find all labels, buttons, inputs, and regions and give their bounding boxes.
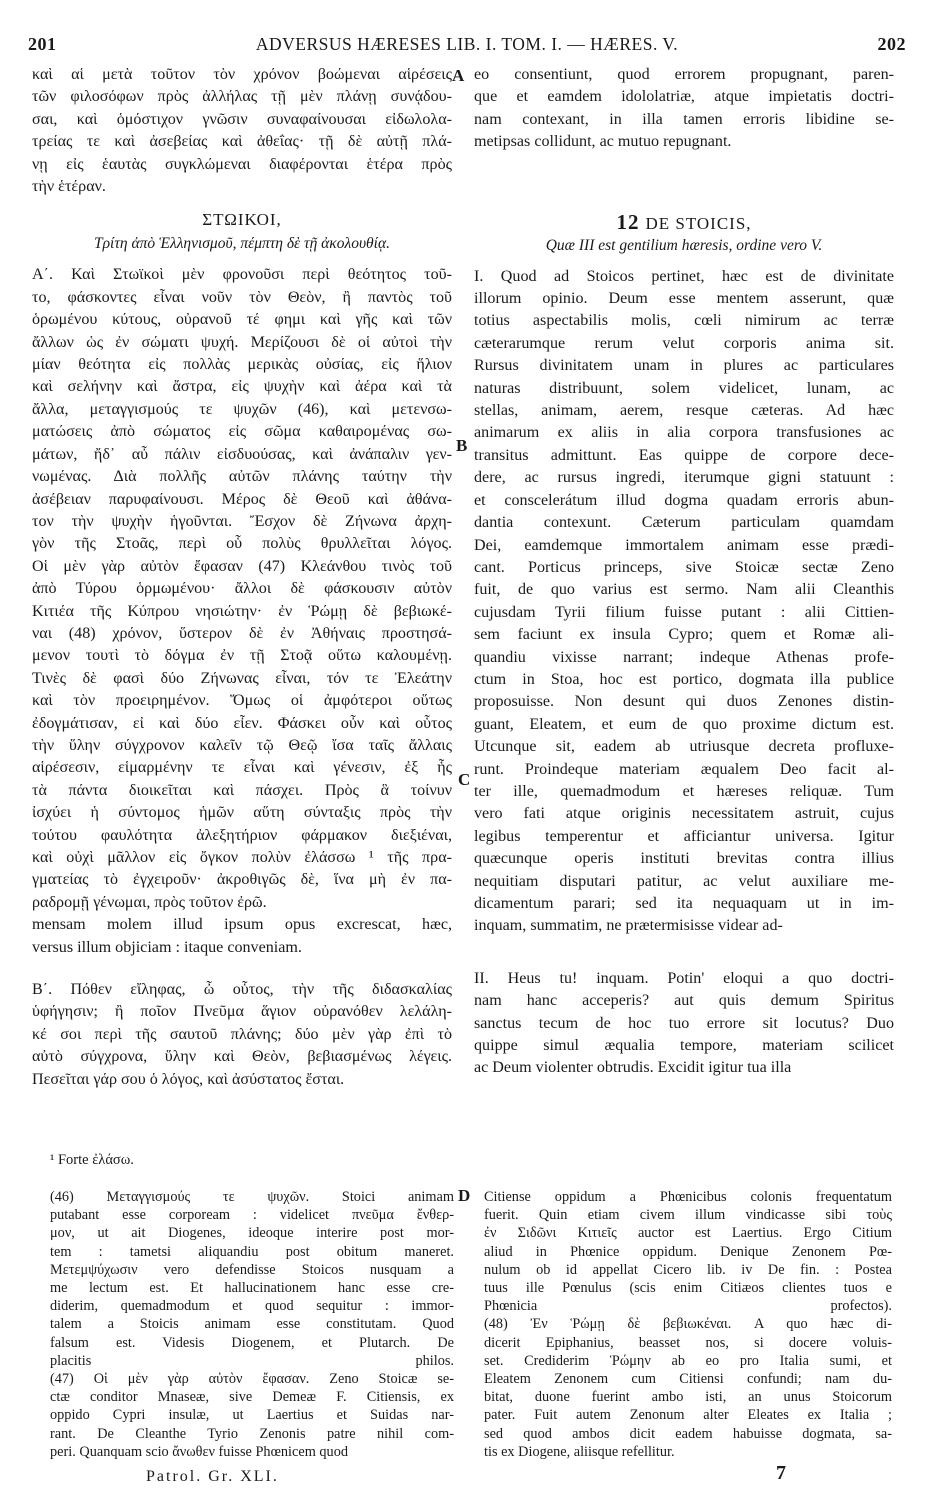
text-line: Τινὲς δὲ φασὶ δύο Ζήνωνας εἶναι, τόν τε Ἐλεάτην: [32, 669, 452, 687]
greek-paragraph-a: [32, 264, 452, 914]
text-line: ἄλλα, μεταγγισμούς τε ψυχῶν (46), καὶ μετενσω-: [32, 400, 452, 418]
text-line: naturas distribuunt, solem videlicet, lunam, ac: [474, 379, 894, 397]
text-line: Utcunque sit, eadem ab utriusque decreta profluxe-: [474, 738, 894, 756]
note-line: dicerit Epiphanius, beasset nos, si docere voluis-: [484, 1334, 892, 1351]
note-line: aliud in Phœnice oppidum. Denique Zenonem Pœ-: [484, 1243, 892, 1260]
text-line: σαι, καὶ ὁμόστιχον γνῶσιν συναφαίνουσαι εἰδωλολα-: [32, 110, 452, 128]
text-line: cæterarumque rerum velut corporis anima sit.: [474, 334, 894, 352]
greek-paragraph-b: [32, 979, 452, 1091]
latin-section-heading: [474, 210, 894, 234]
text-line: dantia contexunt. Cæterum particulam quamdam: [474, 514, 894, 532]
text-line: ματώσεις ἀπὸ σώματος εἰς σῶμα καθαιρομένας σω-: [32, 423, 452, 441]
text-line: νῃ εἰς ἑαυτὰς συγκλώμεναι διαφέρονται ἑτέρα πρὸς: [32, 155, 452, 173]
text-line: Dei, eamdemque immortalem animam esse prædi-: [474, 536, 894, 554]
text-line: τῶν φιλοσόφων πρὸς ἀλλήλας τῇ μὲν πλάνῃ συνᾴδου-: [32, 88, 452, 106]
note-line: fuerit. Quin etiam civem illum vindicasse sibi τοὺς: [484, 1207, 892, 1224]
text-line: Rursus divinitatem unam in plures ac particulares: [474, 357, 894, 375]
text-line: guant, Eleatem, et eum de quo proxime dictum est.: [474, 715, 894, 733]
text-line: Πεσεῖται γάρ σου ὁ λόγος, καὶ ἀσύστατος ἔσται.: [32, 1070, 345, 1088]
text-line: dere, ac rursus ingredi, iterumque gigni statuunt :: [474, 469, 894, 487]
latin-section-title: DE STOICIS,: [645, 213, 752, 233]
note-line: (47) Οἱ μὲν γὰρ αὐτὸν ἔφασαν. Zeno Stoicæ se-: [50, 1371, 454, 1388]
note-line: nulum ob id appellat Cicero lib. iv De fin. : Postea: [484, 1261, 892, 1278]
text-line: ὑφήγησιν; ἢ ποῖον Πνεῦμα ἅγιον οὐρανόθεν λελάλη-: [32, 1003, 452, 1021]
latin-paragraph-2: [474, 968, 894, 1080]
text-line: legibus temperentur et afficiantur universa. Igitur: [474, 827, 894, 845]
right-page-number: 202: [877, 34, 906, 54]
text-line: eo consentiunt, quod errorem propugnant, paren-: [474, 66, 894, 83]
note-line: bitat, duone fuerint ambo isti, an unus Stoicorum: [484, 1389, 892, 1406]
text-line: Οἱ μὲν γὰρ αὐτὸν ἔφασαν (47) Κλεάνθου τινὸς τοῦ: [32, 557, 452, 575]
note-line: rant. De Cleanthe Tyrio Zenonis patre nihil com-: [50, 1425, 454, 1442]
text-line: illorum opinio. Deum esse mentem asserunt, quæ: [474, 290, 894, 308]
footnote: ¹ Forte ἐλάσω.: [50, 1152, 134, 1168]
text-line: μενον τουτὶ τὸ δόγμα ἐν τῇ Στοᾷ οὕτω καλουμένῃ.: [32, 647, 452, 665]
note-line: ctæ conditor Mnaseæ, sive Demeæ F. Citiensis, ex: [50, 1389, 454, 1406]
text-line: αἱρέσεσιν, εἱμαρμένην τε εἶναι καὶ γένεσιν, ἐξ ἧς: [32, 759, 452, 777]
text-line: Α΄. Καὶ Στωϊκοὶ μὲν φρονοῦσι περὶ θεότητος τοῦ-: [32, 266, 452, 284]
text-line: quæcunque operis instituti brevitas contra illius: [474, 850, 894, 868]
text-line: ac Deum violenter obtrudis. Excidit igitur tua illa: [474, 1059, 792, 1077]
text-line: stellas, animam, aerem, resque cæteras. Ad hæc: [474, 402, 894, 420]
note-line: sed quod ambos dicit eadem habuisse dogmata, sa-: [484, 1425, 892, 1442]
note-line: diderim, quemadmodum et quod sequitur : immor-: [50, 1298, 454, 1315]
running-head: [28, 34, 906, 62]
text-line: fuit, de quo varius est sermo. Nam alii Cleanthis: [474, 581, 894, 599]
signature-number: 7: [776, 1462, 786, 1484]
text-line: καὶ οὐχὶ μᾶλλον εἰς ὄγκον πολὺν ἐλάσσω ¹ τῆς πρα-: [32, 849, 452, 866]
text-line: τούτου φαυλότητα ἀλεξητήριον φάρμακον διεξιέναι,: [32, 826, 452, 844]
text-line: ἄλλων ὡς ἐν σώματι ψυχή. Μερίζουσι δὲ οἱ αὐτοὶ τὴν: [32, 333, 452, 351]
greek-intro: [32, 64, 452, 198]
text-line: τὰ πάντα διοικεῖται καὶ πάσχει. Πρὸς ἃ τοίνυν: [32, 781, 452, 799]
note-line: Citiense oppidum a Phœnicibus colonis frequentatum: [484, 1189, 892, 1205]
margin-letter-c: C: [458, 770, 471, 789]
note-line: (46) Μεταγγισμούς τε ψυχῶν. Stoici animam: [50, 1189, 454, 1205]
text-line: proposuisse. Non desunt qui duos Zenones distin-: [474, 693, 894, 711]
note-line: μον, ut ait Diogenes, ideoque interire post mor-: [50, 1225, 454, 1242]
note-line: talem a Stoicis animam esse constitutam. Quod: [50, 1316, 454, 1333]
text-line: μίαν θεότητα εἰς πολλὰς μερικὰς οὐσίας, εἰς ἥλιον: [32, 356, 452, 374]
text-line: inquam, summatim, ne prætermisisse videar ad-: [474, 917, 783, 935]
latin-paragraph-1: [474, 266, 894, 938]
note-line: pater. Fuit autem Zenonum alter Eleates ex Italia ;: [484, 1407, 892, 1424]
text-line: quippe simul æqualia tempore, materiam scilicet: [474, 1037, 894, 1055]
text-line: runt. Proindeque materiam æqualem Deo facit al-: [474, 760, 894, 778]
text-line: τρείας τε καὶ ἀσεβείας καὶ ἀθεΐας· τῇ δὲ αὐτῇ πλά-: [32, 133, 452, 151]
latin-insert: [32, 914, 452, 959]
text-line: ἀσέβειαν παρυφαίνουσι. Μέρος δὲ Θεοῦ καὶ ἀθάνα-: [32, 490, 452, 508]
text-line: τον τὴν ψυχὴν ἡγοῦνται. Ἔσχον δὲ Ζήνωνα ἀρχη-: [32, 512, 452, 530]
text-line: vero fati atque originis necessitatem astruit, cujus: [474, 805, 894, 823]
text-line: τὴν ἑτέραν.: [32, 178, 106, 196]
text-line: I. Quod ad Stoicos pertinet, hæc est de divinitate: [474, 267, 894, 285]
greek-section-title: ΣΤΩΙΚΟΙ,: [202, 210, 282, 230]
running-title: ADVERSUS HÆRESES LIB. I. TOM. I. — HÆRES. V.: [255, 34, 679, 54]
text-line: quandiu vixisse narrant; indeque Athenas profe-: [474, 648, 894, 666]
text-line: ραδρομῇ γένωμαι, πρὸς τοῦτον ἐρῶ.: [32, 893, 267, 911]
note-line: Eleatem Zenonem cum Citiensi confundi; nam du-: [484, 1371, 892, 1388]
note-line: ἐν Σιδῶνι Κιτιεῖς auctor est Laertius. Ergo Citium: [484, 1225, 892, 1242]
latin-section-subtitle: Quæ III est gentilium hæresis, ordine vero V.: [545, 236, 823, 254]
text-line: totius aspectabilis molis, cœli nimirum ac terræ: [474, 312, 894, 330]
text-line: ὁρωμένου κύτους, οὐρανοῦ τέ φημι καὶ γῆς καὶ τῶν: [32, 311, 452, 329]
note-line: set. Crediderim Ῥώμην ab eo pro Italia sumi, et: [484, 1352, 892, 1369]
text-line: nam contexant, in illa tamen erroris libidine se-: [474, 110, 894, 128]
text-line: ἐδογμάτισαν, εἰ καὶ δύο εἶεν. Φάσκει οὖν καὶ οὗτος: [32, 714, 452, 732]
text-line: καὶ αἱ μετὰ τοῦτον τὸν χρόνον βοώμεναι αἱρέσεις: [32, 66, 452, 83]
text-line: ctum in Stoa, hoc est portico, dogmata illa publice: [474, 670, 894, 688]
note-line: Μετεμψύχωσιν vero defendisse Stoicos nusquam a: [50, 1261, 454, 1278]
text-line: καὶ σελήνην καὶ ἄστρα, εἰς ψυχὴν καὶ ἀέρα καὶ τὰ: [32, 378, 452, 396]
text-line: sanctus tecum de hoc tuo errore sit locutus? Duo: [474, 1014, 894, 1032]
text-line: nequitiam disputari patitur, ac velut auxiliare me-: [474, 872, 894, 890]
text-line: ἀπὸ Τύρου ὁρμωμένου· ἄλλοι δὲ φάσκουσιν αὐτὸν: [32, 580, 452, 598]
text-line: et conscelerátum illud dogma quadam erroris abun-: [474, 491, 894, 509]
text-line: τὴν ὕλην σύγχρονον καλεῖν τῷ Θεῷ ἴσα ταῖς ἄλλαις: [32, 736, 452, 754]
text-line: ναι (48) χρόνον, ὕστερον δὲ ἐν Ἀθήναις προστησά-: [32, 624, 452, 642]
text-line: II. Heus tu! inquam. Potin' eloqui a quo doctri-: [474, 969, 894, 987]
note-line: tem : tametsi aliquandiu post obitum maneret.: [50, 1243, 454, 1260]
notes-right-column: [484, 1188, 892, 1461]
text-line: καὶ τὸν προειρημένον. Ὅμως οἱ ἀμφότεροι οὕτως: [32, 692, 452, 710]
text-line: μάτων, ἤδ᾽ αὖ πάλιν εἰσδυούσας, καὶ ἀνάπαλιν γεν-: [32, 445, 452, 463]
text-line: mensam molem illud ipsum opus excrescat, hæc,: [32, 916, 452, 934]
text-line: que et eamdem idololatriæ, atque impietatis doctri-: [474, 88, 894, 106]
text-line: cant. Porticus princeps, sive Stoicæ sectæ Zeno: [474, 558, 894, 576]
note-line: tis ex Diogene, aliisque refellitur.: [484, 1443, 675, 1460]
text-line: αὐτὸ σύγχρονα, ὕλην καὶ Θεὸν, βεβιασμένως λέγεις.: [32, 1048, 452, 1066]
text-line: dicamentum parari; sed ita nequaquam ut in im-: [474, 895, 894, 912]
note-line: tuus ille Pœnulus (scis enim Citiæos clientes tuos e: [484, 1280, 892, 1297]
section-number: 12: [616, 209, 640, 234]
text-line: nam hanc acceperis? aut quis demum Spiritus: [474, 992, 894, 1010]
margin-letter-a: A: [452, 66, 465, 85]
note-line: placitis philos.: [50, 1352, 454, 1369]
notes-left-column: [50, 1188, 454, 1461]
text-line: κέ σοι περὶ τῆς σαυτοῦ πλάνης; δύο μὲν γὰρ ἐπὶ τὸ: [32, 1025, 452, 1043]
text-line: ἰσχύει ἡ σύντομος ἡμῶν αὕτη σύνταξις πρὸς τὴν: [32, 804, 452, 822]
text-line: το, φάσκοντες εἶναι νοῦν τὸν Θεὸν, ἢ παντὸς τοῦ: [32, 288, 452, 306]
text-line: γματείας τὸ ἐγχειροῦν· ἀκροθιγῶς δὲ, ἵνα μὴ ἐν πα-: [32, 871, 452, 889]
margin-letter-b: B: [456, 436, 468, 455]
text-line: Β΄. Πόθεν εἴληφας, ὦ οὗτος, τὴν τῆς διδασκαλίας: [32, 981, 452, 999]
note-line: oppido Cypri insulæ, ut Laertius et Suidas nar-: [50, 1407, 454, 1424]
note-line: Phœnicia profectos).: [484, 1298, 892, 1315]
text-line: versus illum objiciam : itaque conveniam.: [32, 938, 302, 956]
note-line: (48) Ἐν Ῥώμῃ δὲ βεβιωκέναι. A quo hæc di-: [484, 1316, 892, 1333]
text-line: animarum ex aliis in alia corpora transfusiones ac: [474, 424, 894, 442]
text-line: transitus admittunt. Eas quippe de corpore dece-: [474, 446, 894, 464]
text-line: νωμένας. Διὰ πολλῆς αὐτῶν πλάνης ταύτην τὴν: [32, 468, 452, 486]
text-line: cujusdam Tyrii filium fuisse putant : alii Cittien-: [474, 603, 894, 621]
note-line: putabant esse corpoream : videlicet πνεῦμα ἔνθερ-: [50, 1207, 454, 1224]
note-line: peri. Quanquam scio ἄνωθεν fuisse Phœnicem quod: [50, 1443, 348, 1460]
latin-intro: [474, 64, 894, 154]
text-line: metipsas collidunt, ac mutuo repugnant.: [474, 133, 732, 151]
note-line: falsum est. Videsis Diogenem, et Plutarch. De: [50, 1334, 454, 1351]
signature-mark: Patrol. Gr. XLI.: [146, 1468, 279, 1485]
greek-section-subtitle: Τρίτη ἀπὸ Ἑλληνισμοῦ, πέμπτη δὲ τῇ ἀκολουθίᾳ.: [94, 235, 390, 253]
note-line: me lectum est. Et hallucinationem hanc esse cre-: [50, 1280, 454, 1297]
text-line: γὸν τῆς Στοᾶς, περὶ οὗ πολὺς θρυλλεῖται λόγος.: [32, 535, 452, 553]
text-line: sem faciunt ex insula Cypro; quem et Romæ ali-: [474, 626, 894, 644]
latin-column: [474, 64, 894, 1080]
text-line: ter ille, quemadmodum et hæreses reliquæ. Tum: [474, 782, 894, 800]
margin-letter-d: D: [458, 1186, 471, 1205]
greek-column: [32, 64, 452, 1091]
left-page-number: 201: [28, 34, 57, 54]
text-line: Κιτιέα τῆς Κύπρου νησιώτην· ἐν Ῥώμῃ δὲ βεβιωκέ-: [32, 602, 452, 620]
